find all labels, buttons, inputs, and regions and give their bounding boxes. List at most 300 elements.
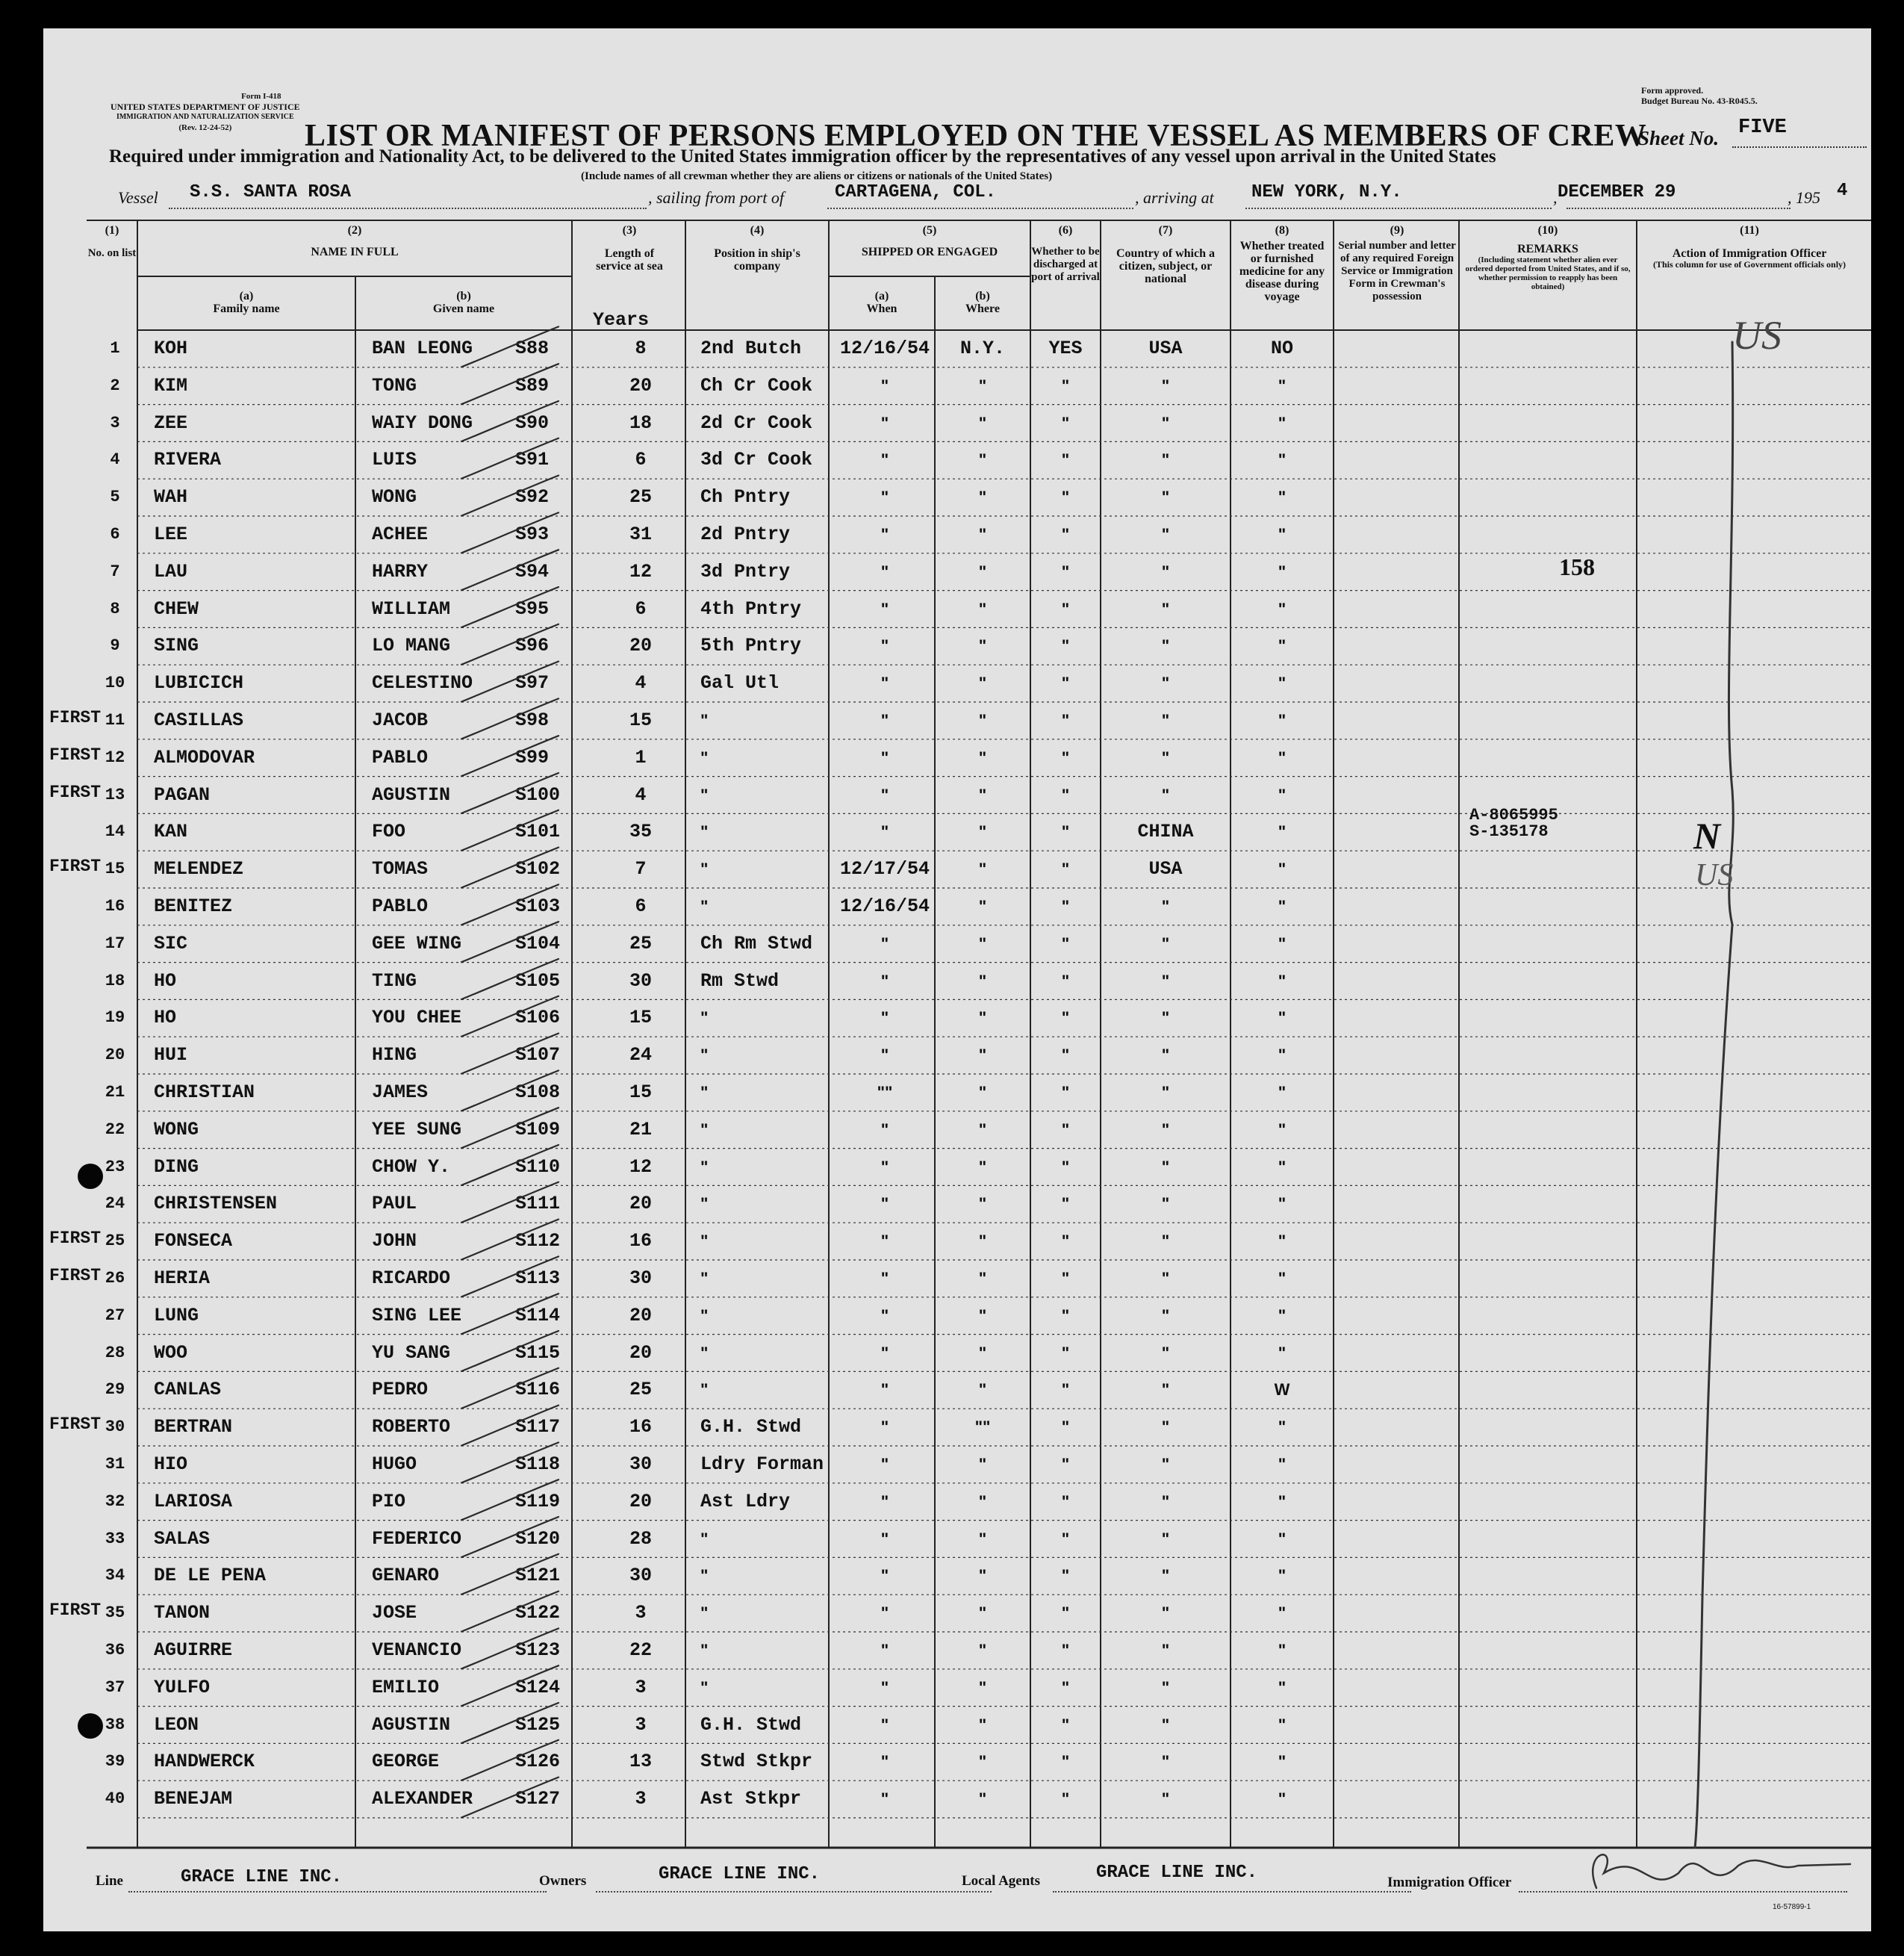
given-name: FOO [372,821,406,843]
family-name: TANON [154,1602,211,1624]
country: " [1161,748,1170,767]
shipped-where: " [978,1046,987,1065]
row-number: 13 [105,785,125,804]
given-name: JACOB [372,710,429,731]
shipped-when: 12/17/54 [839,858,930,881]
footer-line-value: GRACE LINE INC. [181,1867,343,1887]
serial-number: S106 [515,1007,561,1029]
treated: " [1278,450,1287,470]
tally-stroke [461,1592,559,1632]
shipped-when: " [880,1194,889,1214]
serial-number: S112 [515,1230,561,1252]
tally-stroke [461,1778,559,1818]
years-at-sea: 20 [629,1490,652,1512]
country: " [1161,562,1170,581]
position: Ch Rm Stwd [700,932,813,954]
years-at-sea: 15 [629,1081,652,1103]
discharged: " [1061,1046,1070,1065]
shipped-where: " [978,376,987,395]
shipped-when: " [880,1677,889,1697]
position: " [700,748,709,767]
years-at-sea: 8 [635,338,647,359]
given-name: TOMAS [372,858,429,881]
footer-owners-label: Owners [539,1873,587,1889]
col9-label: Serial number and letter of any required Foreign Service or Immigration Form in Crewman's possession [1338,240,1456,302]
serial-number: S90 [515,412,550,434]
given-name: HING [372,1044,417,1067]
tally-stroke [461,1442,559,1482]
serial-number: S120 [515,1527,561,1550]
given-name: LO MANG [372,635,451,657]
position: " [700,1008,709,1028]
position: " [700,1603,709,1623]
shipped-when: " [880,1455,889,1474]
departure-port: CARTAGENA, COL. [835,182,997,202]
given-name: EMILIO [372,1676,440,1698]
col11-label: Action of Immigration Officer [1672,247,1827,260]
family-name: HANDWERCK [154,1751,255,1773]
treated: " [1278,1566,1287,1586]
position: Ast Stkpr [700,1788,802,1810]
footer-owners-value: GRACE LINE INC. [659,1864,821,1884]
year-prefix: , 195 [1788,188,1820,207]
shipped-where: " [978,1305,987,1325]
position: " [700,1305,709,1325]
row-number: 16 [105,897,125,916]
shipped-where: " [978,488,987,507]
years-at-sea: 30 [629,1565,652,1587]
years-at-sea: 31 [629,524,652,545]
shipped-when: " [880,785,889,804]
c11-us-annotation: US [1695,858,1734,892]
shipped-where: "" [974,1418,991,1437]
col6-header: (6) Whether to be discharged at port of arrival [1031,224,1100,283]
given-name: YEE SUNG [372,1118,462,1140]
tally-stroke [461,401,559,441]
given-name: PEDRO [372,1379,429,1401]
col1-header: (1) No. on list [87,224,137,259]
serial-number: S91 [515,449,550,471]
treated: " [1278,1603,1287,1623]
row-number: 5 [110,488,120,507]
serial-number: S119 [515,1490,561,1512]
treated: " [1278,1083,1287,1102]
discharged: YES [1048,338,1083,359]
country: " [1161,1603,1170,1623]
discharged: " [1061,1305,1070,1325]
family-name: MELENDEZ [154,858,244,881]
country: " [1161,1529,1170,1548]
position: " [700,860,709,879]
col7-header: (7) Country of which a citizen, subject, or national [1111,224,1220,285]
tally-stroke [461,662,559,702]
given-name: WAIY DONG [372,412,473,434]
country: " [1161,1046,1170,1065]
discharged: " [1061,748,1070,767]
discharged: " [1061,1120,1070,1139]
shipped-when: " [880,1380,889,1400]
serial-number: S101 [515,821,561,843]
position: Ch Cr Cook [700,374,813,397]
family-name: ZEE [154,412,188,434]
discharged: " [1061,1641,1070,1660]
family-name: LUNG [154,1304,199,1326]
tally-stroke [461,1145,559,1185]
given-name: WONG [372,486,417,509]
col5a-label: When [866,302,897,315]
given-name: AGUSTIN [372,1713,451,1736]
years-at-sea: 15 [629,710,652,731]
treated: " [1278,1789,1287,1809]
shipped-where: " [978,1232,987,1251]
country: " [1161,450,1170,470]
row-number: 18 [105,971,125,990]
years-at-sea: 25 [629,932,652,954]
country: " [1161,376,1170,395]
first-trip-mark: FIRST [49,1600,102,1621]
years-at-sea: 6 [635,895,647,917]
shipped-where: " [978,897,987,916]
tally-stroke [461,1703,559,1743]
first-trip-mark: FIRST [49,782,102,802]
row-number: 33 [105,1529,125,1548]
years-at-sea: 20 [629,635,652,657]
family-name: BENITEZ [154,895,233,917]
col5b-label: Where [965,302,1000,315]
tally-stroke [461,959,559,999]
discharged: " [1061,674,1070,693]
shipped-when: 12/16/54 [839,895,930,917]
given-name: TING [372,969,417,992]
family-name: LEON [154,1713,199,1736]
position: 2d Pntry [700,524,791,545]
tally-stroke [461,1331,559,1371]
row-number: 8 [110,599,120,618]
position: Ast Ldry [700,1490,791,1512]
country: " [1161,599,1170,618]
row-number: 15 [105,860,125,879]
years-at-sea: 18 [629,412,652,434]
position: Gal Utl [700,672,780,695]
discharged: " [1061,1269,1070,1288]
treated: " [1278,748,1287,767]
footer-line-label: Line [96,1873,123,1889]
serial-number: S88 [515,338,550,359]
row-number: 38 [105,1715,125,1734]
shipped-when: " [880,822,889,842]
row-number: 1 [110,339,120,358]
shipped-when: " [880,674,889,693]
given-name: GEORGE [372,1751,440,1773]
country: " [1161,636,1170,656]
col6-label: Whether to be discharged at port of arrival [1031,246,1100,283]
row-number: 37 [105,1677,125,1697]
treated: " [1278,562,1287,581]
col4-label: Position in ship's company [714,247,800,273]
shipped-when: " [880,748,889,767]
serial-number: S124 [515,1676,561,1698]
discharged: " [1061,1418,1070,1437]
remarks: A-8065995 S-135178 [1469,806,1558,842]
country: " [1161,785,1170,804]
col2a-header: (a) Family name [137,290,355,315]
shipped-where: " [978,1603,987,1623]
country: " [1161,1455,1170,1474]
position: " [700,1157,709,1176]
country: " [1161,1491,1170,1511]
shipped-where: " [978,1566,987,1586]
shipped-when: " [880,413,889,432]
discharged: " [1061,1083,1070,1102]
family-name: PAGAN [154,783,211,806]
tally-stroke [461,773,559,813]
family-name: AGUIRRE [154,1639,233,1661]
col2-header: (2) NAME IN FULL [137,224,572,258]
row-number: 35 [105,1603,125,1623]
row-number: 29 [105,1380,125,1400]
row-number: 10 [105,674,125,693]
country: " [1161,1305,1170,1325]
discharged: " [1061,934,1070,953]
discharged: " [1061,1789,1070,1809]
signature-stroke [1593,1854,1850,1888]
treated: " [1278,1157,1287,1176]
discharged: " [1061,860,1070,879]
row-number: 9 [110,636,120,656]
tally-stroke [461,512,559,553]
shipped-where: " [978,1715,987,1734]
treated: NO [1270,338,1293,359]
serial-number: S99 [515,746,550,769]
row-number: 7 [110,562,120,581]
tally-stroke [461,1665,559,1706]
years-at-sea: 20 [629,1341,652,1364]
years-at-sea: 24 [629,1044,652,1067]
col9-header: (9) Serial number and letter of any required Foreign Service or Immigration Form in Crewman's possession [1338,224,1456,302]
years-at-sea: 7 [635,858,647,881]
discharged: " [1061,488,1070,507]
treated: " [1278,785,1287,804]
country: " [1161,1641,1170,1660]
family-name: KIM [154,374,188,397]
years-at-sea: 22 [629,1639,652,1661]
position: " [700,1194,709,1214]
discharged: " [1061,1232,1070,1251]
given-name: WILLIAM [372,597,451,620]
discharged: " [1061,562,1070,581]
serial-number: S92 [515,486,550,509]
col8-label: Whether treated or furnished medicine for any disease during voyage [1239,240,1325,303]
tally-stroke [461,1628,559,1668]
position: " [700,1083,709,1102]
col8-header: (8) Whether treated or furnished medicine for any disease during voyage [1233,224,1331,303]
country: " [1161,1566,1170,1586]
discharged: " [1061,1194,1070,1214]
position: " [700,1046,709,1065]
given-name: ACHEE [372,524,429,545]
shipped-when: " [880,934,889,953]
arriving-label: , arriving at [1135,188,1214,207]
discharged: " [1061,1677,1070,1697]
shipped-where: " [978,599,987,618]
years-at-sea: 3 [635,1676,647,1698]
given-name: CELESTINO [372,672,473,695]
position: Stwd Stkpr [700,1751,813,1773]
col2a-label: Family name [213,302,280,315]
row-number: 39 [105,1752,125,1772]
serial-number: S104 [515,932,561,954]
years-at-sea: 3 [635,1788,647,1810]
family-name: DE LE PENA [154,1565,267,1587]
given-name: GENARO [372,1565,440,1587]
shipped-where: " [978,785,987,804]
position: " [700,1120,709,1139]
years-at-sea: 28 [629,1527,652,1550]
treated: " [1278,1641,1287,1660]
serial-number: S98 [515,710,550,731]
shipped-where: " [978,562,987,581]
discharged: " [1061,1566,1070,1586]
shipped-when: " [880,1120,889,1139]
family-name: ALMODOVAR [154,746,255,769]
years-at-sea: 16 [629,1416,652,1438]
tally-stroke [461,1256,559,1297]
vessel-label: Vessel [118,188,158,207]
discharged: " [1061,1491,1070,1511]
discharged: " [1061,971,1070,990]
serial-number: S121 [515,1565,561,1587]
country: " [1161,1343,1170,1362]
given-name: YOU CHEE [372,1007,462,1029]
shipped-where: " [978,674,987,693]
position: " [700,1232,709,1251]
shipped-where: " [978,1269,987,1288]
tally-stroke [461,1406,559,1446]
given-name: JAMES [372,1081,429,1103]
family-name: HO [154,969,177,992]
footer-line-underline [128,1891,547,1893]
given-name: AGUSTIN [372,783,451,806]
row-number: 2 [110,376,120,395]
treated: " [1278,822,1287,842]
discharged: " [1061,1157,1070,1176]
country: " [1161,1380,1170,1400]
footer-owners-underline [596,1891,992,1893]
shipped-where: " [978,1789,987,1809]
shipped-when: " [880,376,889,395]
tally-stroke [461,364,559,404]
shipped-when: " [880,711,889,730]
shipped-where: " [978,860,987,879]
tally-stroke [461,1034,559,1074]
col5b-header: (b) Where [935,290,1030,315]
country: " [1161,1715,1170,1734]
family-name: HO [154,1007,177,1029]
shipped-where: " [978,711,987,730]
country: " [1161,711,1170,730]
discharged: " [1061,1380,1070,1400]
position: Ldry Forman [700,1453,824,1475]
sheet-number-label: Sheet No. [1638,127,1719,149]
treated: " [1278,413,1287,432]
treated: " [1278,1677,1287,1697]
serial-number: S113 [515,1267,561,1289]
discharged: " [1061,599,1070,618]
col5-header: (5) SHIPPED OR ENGAGED [829,224,1030,258]
tally-stroke [461,1368,559,1409]
position: " [700,711,709,730]
shipped-where: " [978,1120,987,1139]
given-name: FEDERICO [372,1527,462,1550]
tally-stroke [461,1220,559,1260]
shipped-where: " [978,1491,987,1511]
country: " [1161,674,1170,693]
serial-number: S109 [515,1118,561,1140]
arrival-port: NEW YORK, N.Y. [1251,182,1402,202]
discharged: " [1061,1752,1070,1772]
treated: " [1278,1491,1287,1511]
shipped-when: " [880,488,889,507]
shipped-where: " [978,525,987,544]
shipped-where: " [978,1194,987,1214]
first-trip-mark: FIRST [49,745,102,765]
family-name: SALAS [154,1527,211,1550]
given-name: ROBERTO [372,1416,451,1438]
include-note: (Include names of all crewman whether they are aliens or citizens or nationals of the United States) [581,170,1053,182]
position: 2d Cr Cook [700,412,813,434]
years-at-sea: 12 [629,1155,652,1178]
family-name: KOH [154,338,188,359]
discharged: " [1061,1455,1070,1474]
country: " [1161,934,1170,953]
remarks: 158 [1559,553,1595,580]
col5a-header: (a) When [829,290,935,315]
c11-n-annotation: N [1693,815,1721,857]
row-number: 23 [105,1157,125,1176]
country: " [1161,1269,1170,1288]
position: " [700,822,709,842]
treated: " [1278,525,1287,544]
serial-number: S127 [515,1788,561,1810]
family-name: LARIOSA [154,1490,233,1512]
row-number: 21 [105,1083,125,1102]
years-at-sea: 20 [629,374,652,397]
shipped-when: " [880,525,889,544]
shipped-where: " [978,413,987,432]
footer-agents-underline [1053,1891,1411,1893]
family-name: FONSECA [154,1230,233,1252]
port-label: , sailing from port of [648,188,784,207]
shipped-when: " [880,1343,889,1362]
family-name: SIC [154,932,188,954]
form-code: 16-57899-1 [1773,1903,1811,1911]
family-name: CANLAS [154,1379,222,1401]
shipped-when: " [880,599,889,618]
years-at-sea: 25 [629,1379,652,1401]
serial-number: S118 [515,1453,561,1475]
tally-stroke [461,1554,559,1595]
treated: " [1278,1194,1287,1214]
years-at-sea: 4 [635,783,647,806]
years-at-sea: 3 [635,1713,647,1736]
department-name: UNITED STATES DEPARTMENT OF JUSTICE [111,102,300,112]
row-number: 36 [105,1641,125,1660]
years-at-sea: 6 [635,449,647,471]
years-at-sea: 16 [629,1230,652,1252]
country: " [1161,1008,1170,1028]
shipped-when: " [880,1566,889,1586]
position: Rm Stwd [700,969,780,992]
